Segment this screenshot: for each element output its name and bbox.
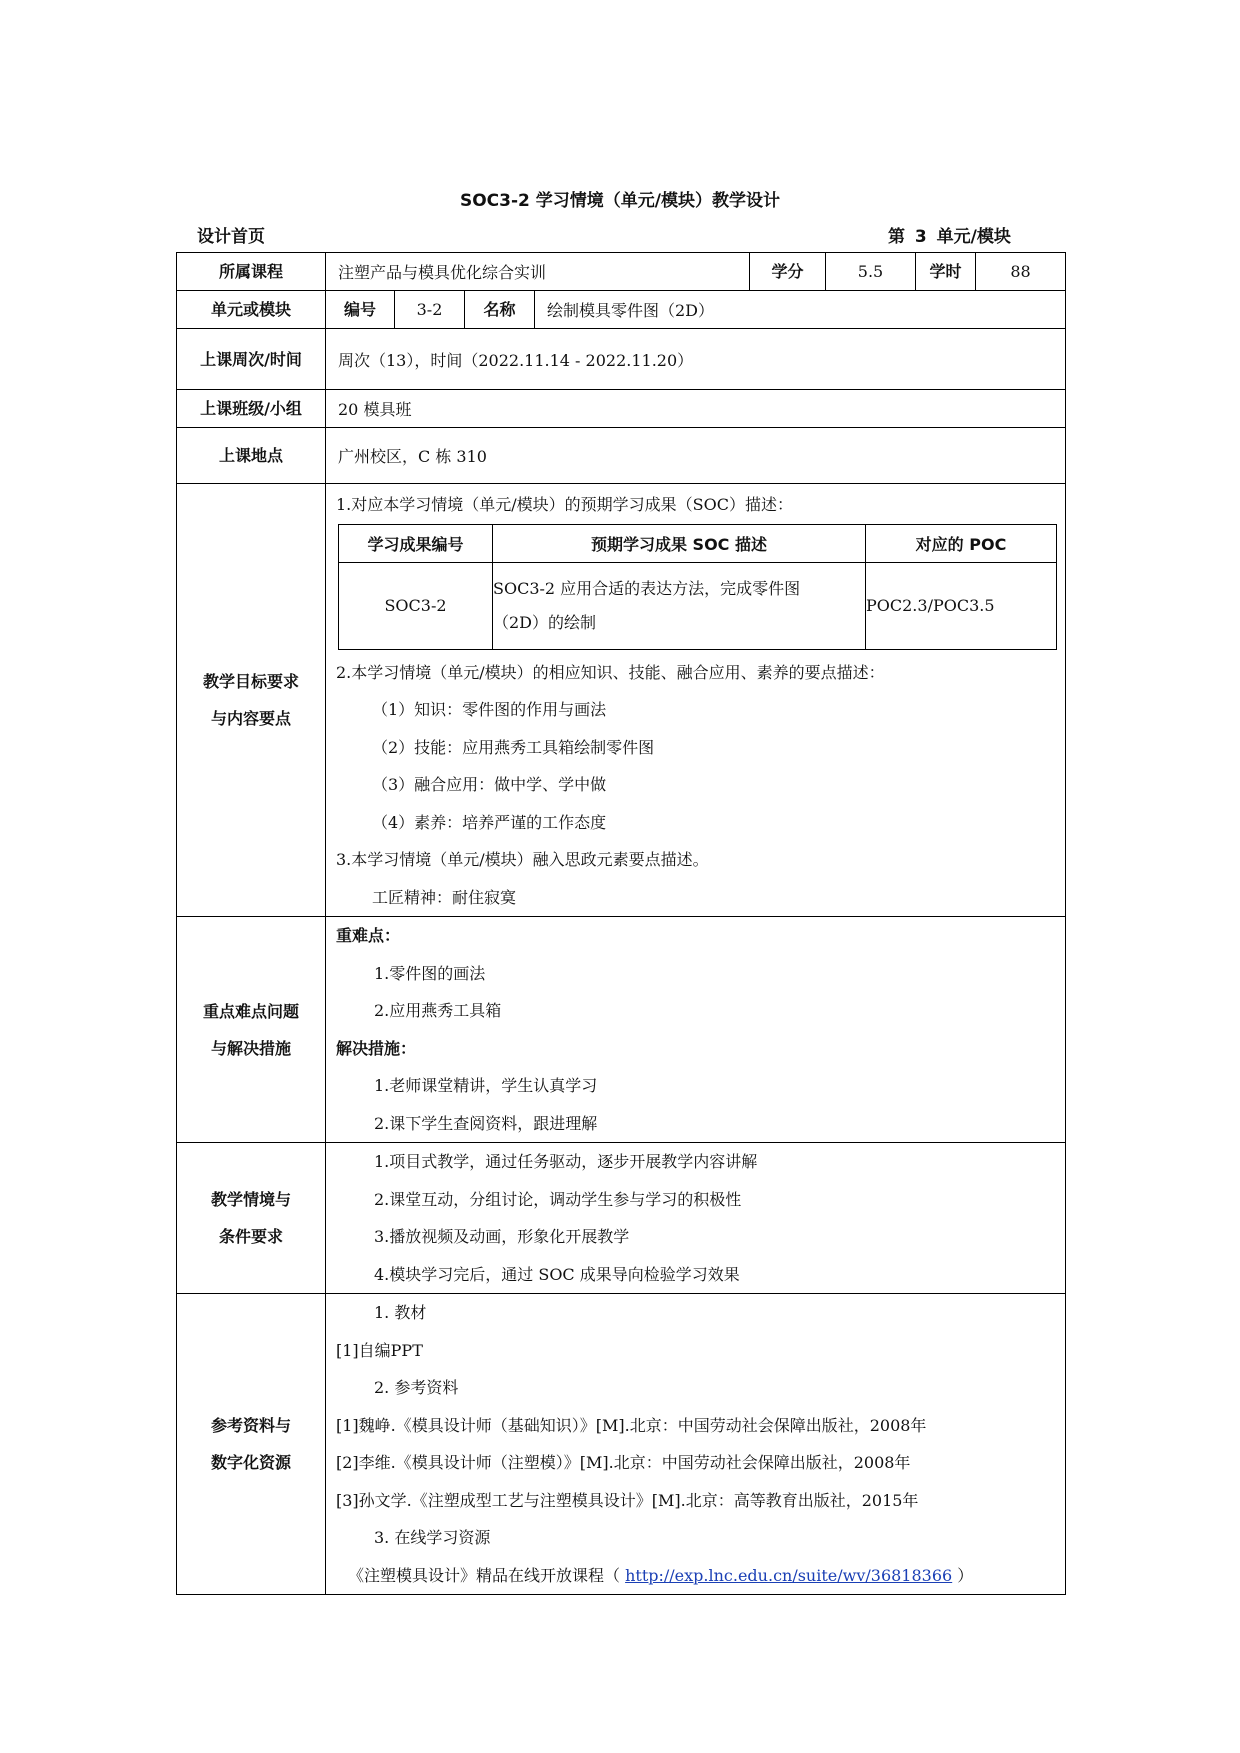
- ideology-text: 工匠精神：耐住寂寞: [372, 887, 517, 907]
- point-item: （3）融合应用：做中学、学中做: [372, 775, 607, 794]
- ref-title: 2. 参考资料: [374, 1378, 459, 1397]
- online-resource: [336, 1557, 1065, 1595]
- soc-desc-line1: SOC3-2 应用合适的表达方法，完成零件图: [493, 578, 801, 598]
- course-link[interactable]: http://exp.lnc.edu.cn/suite/wv/36818366: [625, 1565, 953, 1585]
- soc-desc-line2: （2D）的绘制: [493, 612, 597, 632]
- header-right: 第 3 单元/模块: [888, 227, 1011, 247]
- schedule-value: 周次（13），时间（2022.11.14 - 2022.11.20）: [326, 329, 1066, 390]
- online-title: 3. 在线学习资源: [374, 1528, 491, 1547]
- course-label: 所属课程: [177, 253, 326, 291]
- objectives-row: [177, 484, 1066, 917]
- soc-header-desc: 预期学习成果 SOC 描述: [493, 524, 866, 562]
- soc-table: [338, 524, 1057, 650]
- point-item: （1）知识：零件图的作用与画法: [372, 700, 607, 719]
- conditions-label-line2: 条件要求: [218, 1227, 283, 1246]
- solution-item: 2.课下学生查阅资料，跟进理解: [374, 1113, 598, 1133]
- point-item: （2）技能：应用燕秀工具箱绘制零件图: [372, 737, 655, 757]
- unit-name-label: 名称: [465, 291, 535, 329]
- objectives-label-line2: 与内容要点: [210, 709, 291, 728]
- unit-code-value: 3-2: [395, 291, 465, 329]
- point-item: （4）素养：培养严谨的工作态度: [372, 812, 607, 832]
- schedule-row: [177, 329, 1066, 390]
- difficulties-label: [177, 917, 326, 1143]
- unit-row: [177, 291, 1066, 329]
- online-suffix: ）: [952, 1565, 974, 1585]
- class-value: 20 模具班: [326, 390, 1066, 428]
- condition-item: 4.模块学习完后，通过 SOC 成果导向检验学习效果: [374, 1264, 740, 1284]
- key-item: 2.应用燕秀工具箱: [374, 1001, 502, 1020]
- ref-item: [1]魏峥.《模具设计师（基础知识）》[M].北京：中国劳动社会保障出版社，2008年: [336, 1415, 927, 1435]
- credit-label: 学分: [750, 253, 826, 291]
- credit-value: 5.5: [826, 253, 916, 291]
- points-title: 2.本学习情境（单元/模块）的相应知识、技能、融合应用、素养的要点描述：: [336, 662, 885, 682]
- class-row: [177, 390, 1066, 428]
- condition-item: 2.课堂互动，分组讨论，调动学生参与学习的积极性: [374, 1189, 742, 1209]
- solution-item: 1.老师课堂精讲，学生认真学习: [374, 1076, 598, 1095]
- design-table: [176, 252, 1066, 1595]
- unit-label: 单元或模块: [177, 291, 326, 329]
- conditions-label-line1: 教学情境与: [210, 1190, 291, 1209]
- hours-value: 88: [976, 253, 1066, 291]
- location-row: [177, 428, 1066, 484]
- unit-code-label: 编号: [326, 291, 395, 329]
- location-label: 上课地点: [177, 428, 326, 484]
- page-title: SOC3-2 学习情境（单元/模块）教学设计: [459, 191, 780, 211]
- difficulties-label-line1: 重点难点问题: [202, 1001, 299, 1021]
- condition-item: 3.播放视频及动画，形象化开展教学: [374, 1227, 630, 1246]
- unit-name-value: 绘制模具零件图（2D）: [535, 291, 1066, 329]
- ref-item: [2]李维.《模具设计师（注塑模）》[M].北京：中国劳动社会保障出版社，2008年: [336, 1453, 911, 1472]
- objectives-label-line1: 教学目标要求: [202, 672, 299, 691]
- class-label: 上课班级/小组: [177, 390, 326, 428]
- objectives-intro: 1.对应本学习情境（单元/模块）的预期学习成果（SOC）描述：: [336, 495, 793, 514]
- solution-title: 解决措施：: [336, 1038, 417, 1058]
- soc-code: SOC3-2: [339, 562, 493, 649]
- key-title: 重难点：: [336, 926, 401, 945]
- ideology-title: 3.本学习情境（单元/模块）融入思政元素要点描述。: [336, 850, 709, 869]
- conditions-row: [177, 1143, 1066, 1294]
- soc-poc: POC2.3/POC3.5: [866, 562, 1057, 649]
- conditions-label: [177, 1143, 326, 1294]
- location-value: 广州校区，C 栋 310: [326, 428, 1066, 484]
- ref-item: [3]孙文学.《注塑成型工艺与注塑模具设计》[M].北京：高等教育出版社，2015年: [336, 1490, 919, 1510]
- hours-label: 学时: [916, 253, 976, 291]
- textbook-item: [1]自编PPT: [336, 1340, 423, 1360]
- soc-header-code: 学习成果编号: [339, 524, 493, 562]
- schedule-label: 上课周次/时间: [177, 329, 326, 390]
- references-label: [177, 1294, 326, 1595]
- soc-header-poc: 对应的 POC: [866, 524, 1057, 562]
- references-row: [177, 1294, 1066, 1595]
- soc-desc: [493, 562, 866, 649]
- references-label-line2: 数字化资源: [210, 1453, 291, 1472]
- header-left: 设计首页: [197, 227, 265, 247]
- online-prefix: 《注塑模具设计》精品在线开放课程（: [348, 1565, 626, 1585]
- objectives-label: [177, 484, 326, 917]
- course-value: 注塑产品与模具优化综合实训: [326, 253, 750, 291]
- difficulties-label-line2: 与解决措施: [210, 1038, 291, 1058]
- condition-item: 1.项目式教学，通过任务驱动，逐步开展教学内容讲解: [374, 1152, 758, 1171]
- references-label-line1: 参考资料与: [210, 1416, 291, 1435]
- key-item: 1.零件图的画法: [374, 963, 486, 983]
- difficulties-row: [177, 917, 1066, 1143]
- textbook-title: 1. 教材: [374, 1303, 427, 1322]
- course-row: [177, 253, 1066, 291]
